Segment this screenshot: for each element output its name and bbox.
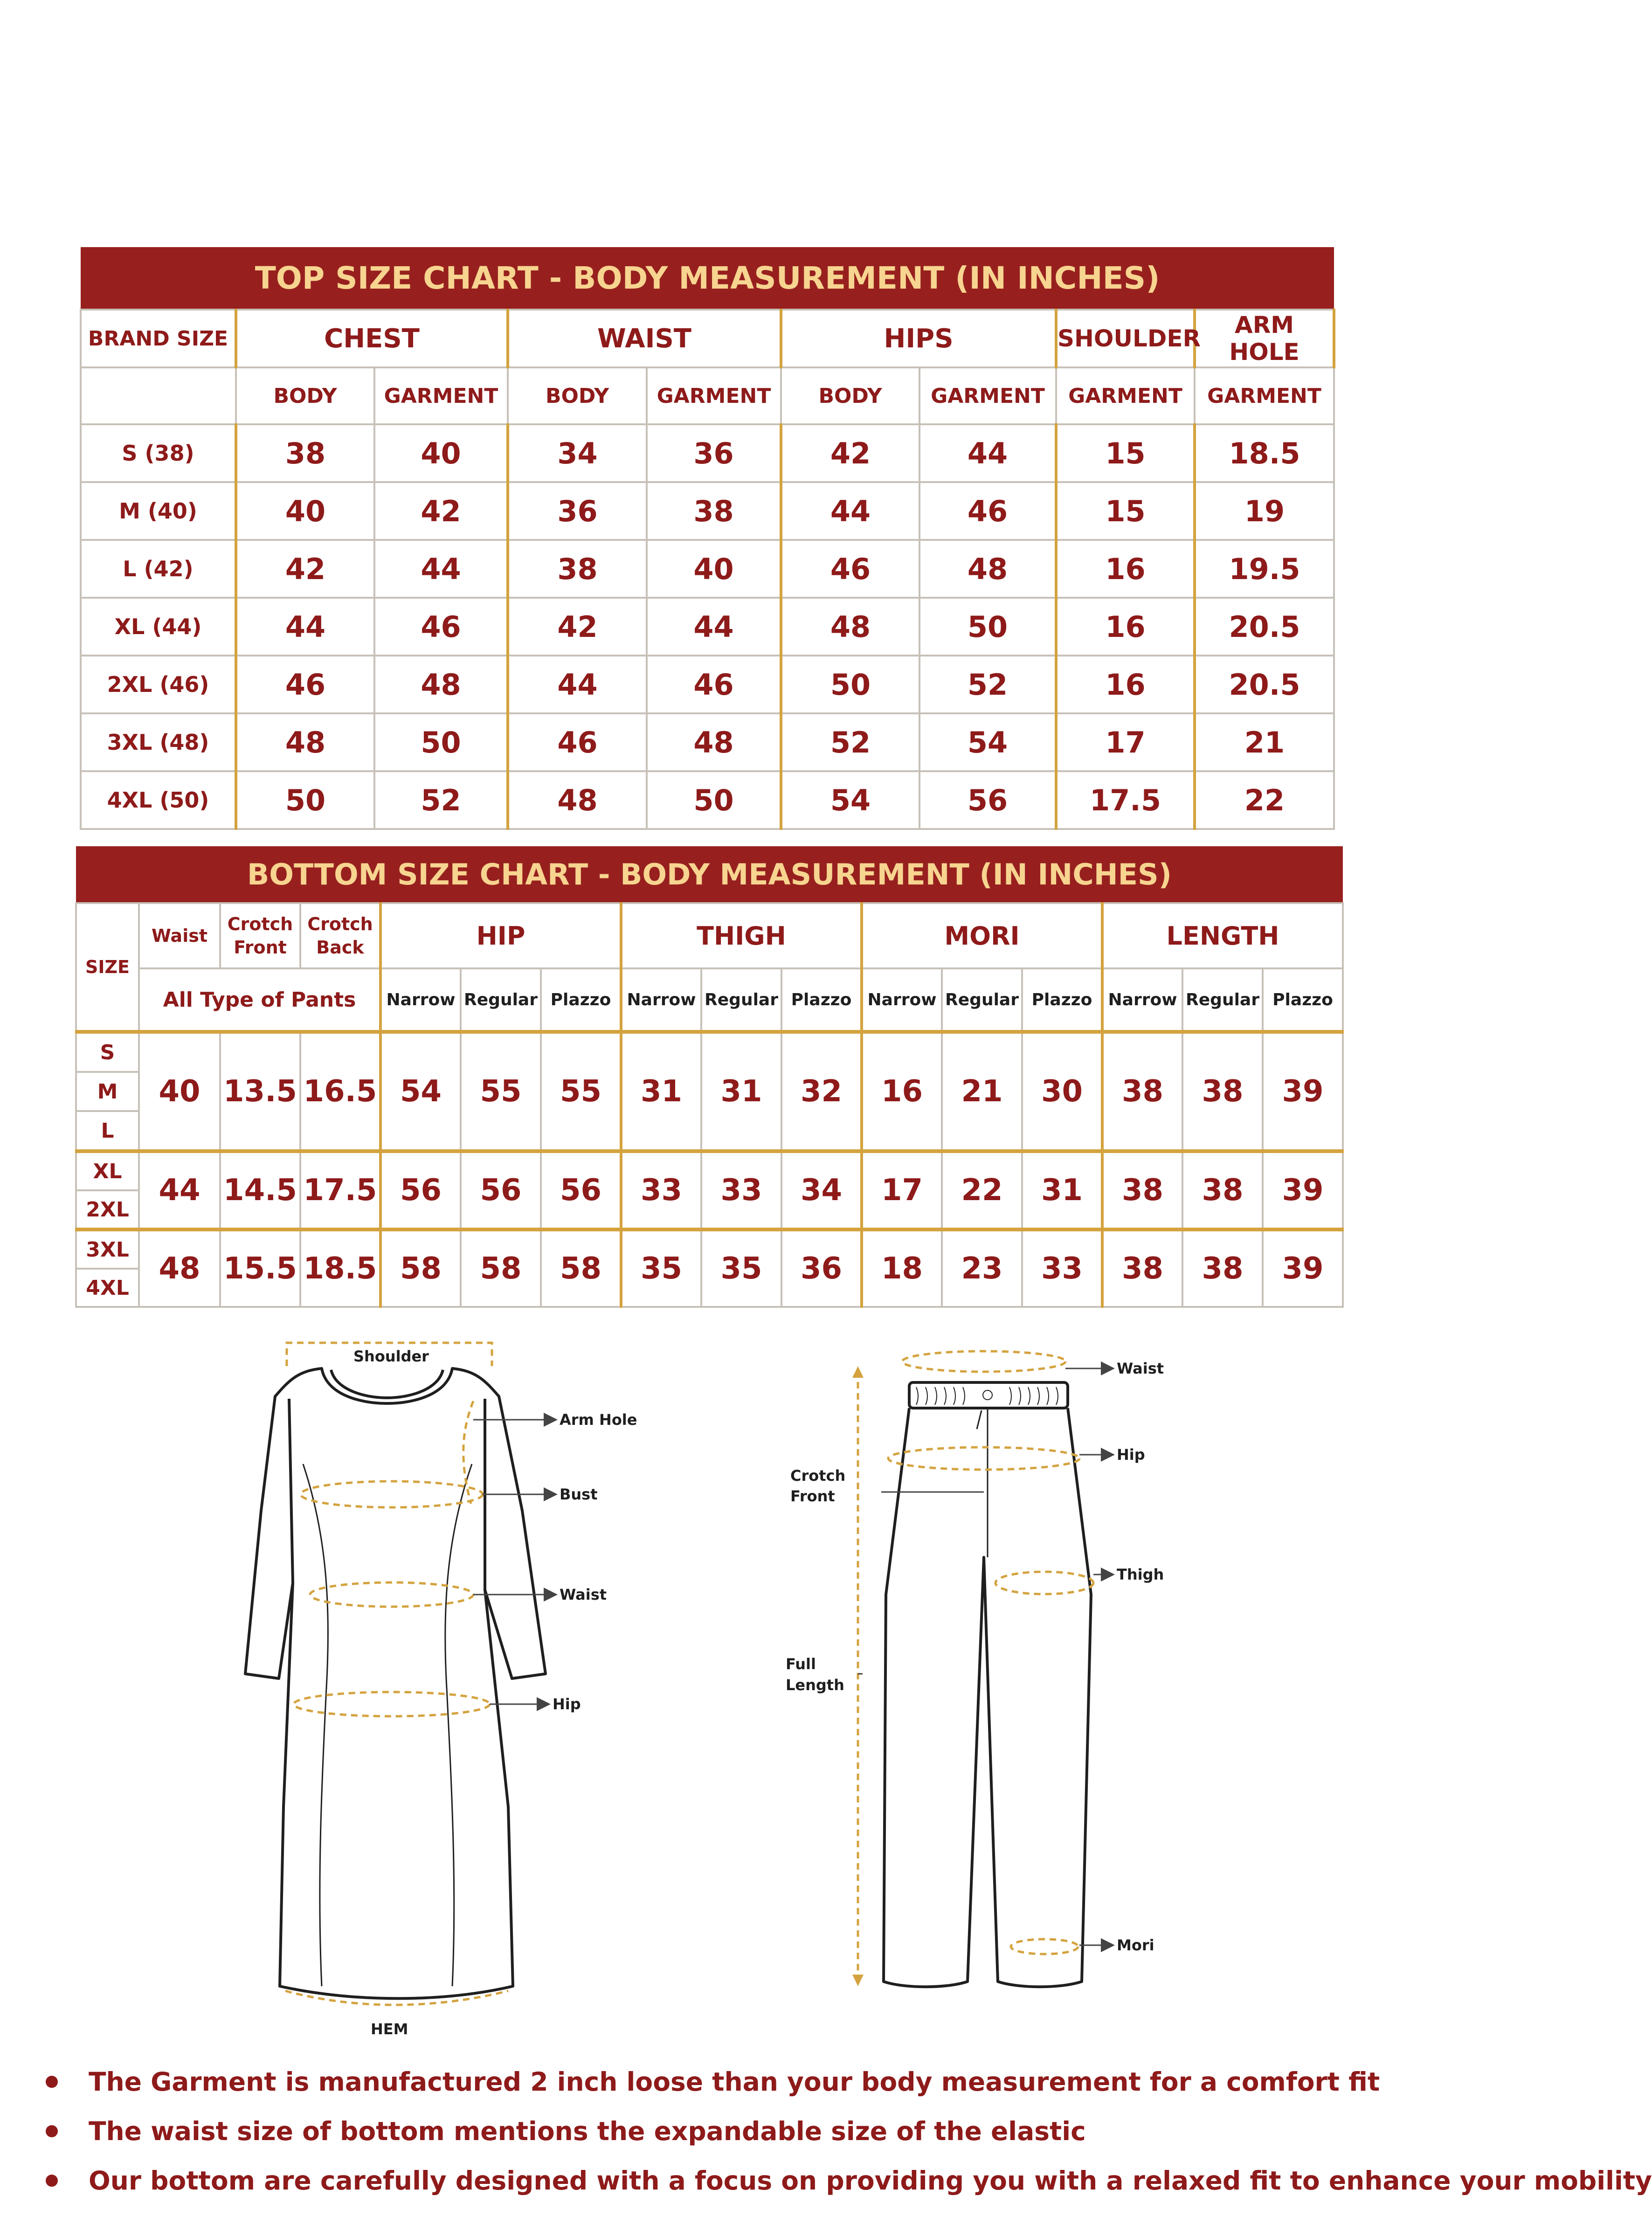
value-cell: 48 bbox=[139, 1230, 220, 1307]
mori-header: MORI bbox=[862, 903, 1102, 968]
value-cell: 46 bbox=[236, 656, 374, 713]
note-item bbox=[42, 2115, 1385, 2164]
value-cell: 40 bbox=[647, 540, 781, 598]
value-cell: 17.5 bbox=[1056, 771, 1195, 829]
value-cell: 46 bbox=[647, 656, 781, 713]
value-cell: 46 bbox=[781, 540, 919, 598]
value-cell: 18.5 bbox=[1195, 424, 1334, 482]
value-cell: 16 bbox=[862, 1032, 942, 1151]
bottom-chart-title: BOTTOM SIZE CHART - BODY MEASUREMENT (IN INCHES) bbox=[76, 846, 1343, 903]
value-cell: 50 bbox=[781, 656, 919, 713]
value-cell: 33 bbox=[701, 1151, 781, 1230]
subheader-chest-body: BODY bbox=[236, 367, 374, 424]
value-cell: 42 bbox=[781, 424, 919, 482]
value-cell: 13.5 bbox=[220, 1032, 300, 1151]
value-cell: 20.5 bbox=[1195, 598, 1334, 656]
length-label: Length bbox=[786, 1676, 844, 1694]
size-label: M bbox=[76, 1072, 139, 1111]
value-cell: 42 bbox=[508, 598, 647, 656]
value-cell: 44 bbox=[781, 482, 919, 540]
sub-mori-narrow: Narrow bbox=[862, 968, 942, 1032]
value-cell: 38 bbox=[236, 424, 374, 482]
measurement-diagrams bbox=[0, 1315, 1399, 2042]
subheader-waist-body: BODY bbox=[508, 367, 647, 424]
value-cell: 52 bbox=[919, 656, 1056, 713]
pants-measure-lines bbox=[888, 1351, 1093, 1954]
value-cell: 38 bbox=[508, 540, 647, 598]
size-cell: XL (44) bbox=[81, 598, 236, 656]
sub-mori-regular: Regular bbox=[942, 968, 1022, 1032]
value-cell: 44 bbox=[647, 598, 781, 656]
value-cell: 40 bbox=[236, 482, 374, 540]
kurta-measure-lines bbox=[285, 1343, 508, 2005]
value-cell: 30 bbox=[1022, 1032, 1102, 1151]
size-cell: 3XL (48) bbox=[81, 713, 236, 771]
value-cell: 40 bbox=[139, 1032, 220, 1151]
value-cell: 38 bbox=[1102, 1032, 1182, 1151]
value-cell: 21 bbox=[1195, 713, 1334, 771]
pants-hip-label: Hip bbox=[1117, 1446, 1145, 1464]
value-cell: 22 bbox=[942, 1151, 1022, 1230]
value-cell: 33 bbox=[621, 1151, 701, 1230]
value-cell: 42 bbox=[236, 540, 374, 598]
value-cell: 16 bbox=[1056, 540, 1195, 598]
value-cell: 44 bbox=[236, 598, 374, 656]
value-cell: 58 bbox=[541, 1230, 621, 1307]
subheader-waist-garment: GARMENT bbox=[647, 367, 781, 424]
value-cell: 58 bbox=[461, 1230, 541, 1307]
value-cell: 38 bbox=[1102, 1230, 1182, 1307]
top-size-chart bbox=[80, 247, 1335, 830]
value-cell: 23 bbox=[942, 1230, 1022, 1307]
value-cell: 46 bbox=[508, 713, 647, 771]
value-cell: 18.5 bbox=[300, 1230, 380, 1307]
value-cell: 39 bbox=[1263, 1151, 1343, 1230]
sub-length-regular: Regular bbox=[1182, 968, 1263, 1032]
value-cell: 16 bbox=[1056, 598, 1195, 656]
value-cell: 46 bbox=[374, 598, 508, 656]
waist-header: WAIST bbox=[508, 310, 781, 367]
hip-header: HIP bbox=[380, 903, 621, 968]
pants-waistband-ruching bbox=[916, 1387, 1058, 1405]
value-cell: 50 bbox=[647, 771, 781, 829]
hem-label: HEM bbox=[371, 2020, 408, 2038]
chest-header: CHEST bbox=[236, 310, 508, 367]
bottom-chart-row bbox=[76, 1151, 1343, 1190]
length-header: LENGTH bbox=[1102, 903, 1343, 968]
value-cell: 52 bbox=[374, 771, 508, 829]
value-cell: 48 bbox=[781, 598, 919, 656]
crotch-label: Crotch bbox=[790, 1467, 846, 1485]
value-cell: 44 bbox=[508, 656, 647, 713]
value-cell: 15.5 bbox=[220, 1230, 300, 1307]
value-cell: 36 bbox=[781, 1230, 862, 1307]
size-label: XL bbox=[76, 1151, 139, 1190]
value-cell: 15 bbox=[1056, 482, 1195, 540]
value-cell: 16.5 bbox=[300, 1032, 380, 1151]
value-cell: 19.5 bbox=[1195, 540, 1334, 598]
subheader-shoulder-garment: GARMENT bbox=[1056, 367, 1195, 424]
top-chart-row bbox=[81, 482, 1334, 540]
top-chart-row bbox=[81, 540, 1334, 598]
value-cell: 48 bbox=[508, 771, 647, 829]
note-item bbox=[42, 2164, 1652, 2214]
value-cell: 38 bbox=[1182, 1230, 1263, 1307]
size-cell: S (38) bbox=[81, 424, 236, 482]
crotch-front-header: Crotch Front bbox=[220, 903, 300, 968]
value-cell: 16 bbox=[1056, 656, 1195, 713]
sub-length-plazzo: Plazzo bbox=[1263, 968, 1343, 1032]
sub-hip-regular: Regular bbox=[461, 968, 541, 1032]
mori-label: Mori bbox=[1117, 1936, 1154, 1954]
waist-header: Waist bbox=[139, 903, 220, 968]
note-text: The waist size of bottom mentions the expandable size of the elastic bbox=[89, 2116, 1086, 2146]
value-cell: 50 bbox=[374, 713, 508, 771]
size-header: SIZE bbox=[76, 903, 139, 1032]
bust-label: Bust bbox=[560, 1485, 598, 1503]
value-cell: 56 bbox=[919, 771, 1056, 829]
size-cell: L (42) bbox=[81, 540, 236, 598]
bottom-chart-row bbox=[76, 1032, 1343, 1072]
value-cell: 15 bbox=[1056, 424, 1195, 482]
value-cell: 39 bbox=[1263, 1230, 1343, 1307]
top-chart-title: TOP SIZE CHART - BODY MEASUREMENT (IN INCHES) bbox=[81, 247, 1334, 310]
arm-hole-header: ARM HOLE bbox=[1195, 310, 1334, 367]
value-cell: 48 bbox=[919, 540, 1056, 598]
sub-thigh-regular: Regular bbox=[701, 968, 781, 1032]
value-cell: 35 bbox=[701, 1230, 781, 1307]
value-cell: 35 bbox=[621, 1230, 701, 1307]
value-cell: 54 bbox=[781, 771, 919, 829]
value-cell: 14.5 bbox=[220, 1151, 300, 1230]
value-cell: 22 bbox=[1195, 771, 1334, 829]
sub-thigh-narrow: Narrow bbox=[621, 968, 701, 1032]
value-cell: 31 bbox=[701, 1032, 781, 1151]
thigh-header: THIGH bbox=[621, 903, 862, 968]
value-cell: 38 bbox=[1182, 1151, 1263, 1230]
value-cell: 34 bbox=[508, 424, 647, 482]
value-cell: 55 bbox=[461, 1032, 541, 1151]
hip-label: Hip bbox=[553, 1695, 581, 1713]
value-cell: 38 bbox=[1182, 1032, 1263, 1151]
value-cell: 50 bbox=[236, 771, 374, 829]
bullet-icon bbox=[46, 2175, 58, 2187]
subheader-armhole-garment: GARMENT bbox=[1195, 367, 1334, 424]
size-label: 4XL bbox=[76, 1269, 139, 1307]
subheader-chest-garment: GARMENT bbox=[374, 367, 508, 424]
value-cell: 54 bbox=[919, 713, 1056, 771]
bullet-icon bbox=[46, 2125, 58, 2137]
kurta-diagram bbox=[245, 1368, 546, 1998]
bottom-size-chart bbox=[75, 846, 1344, 1308]
crotch-back-header: Crotch Back bbox=[300, 903, 380, 968]
size-label: 3XL bbox=[76, 1230, 139, 1269]
size-label: 2XL bbox=[76, 1190, 139, 1230]
top-chart-row bbox=[81, 713, 1334, 771]
value-cell: 56 bbox=[461, 1151, 541, 1230]
size-label: L bbox=[76, 1111, 139, 1151]
top-chart-row bbox=[81, 771, 1334, 829]
value-cell: 42 bbox=[374, 482, 508, 540]
size-label: S bbox=[76, 1032, 139, 1072]
size-cell: 2XL (46) bbox=[81, 656, 236, 713]
subheader-hips-body: BODY bbox=[781, 367, 919, 424]
value-cell: 21 bbox=[942, 1032, 1022, 1151]
value-cell: 48 bbox=[374, 656, 508, 713]
sub-hip-plazzo: Plazzo bbox=[541, 968, 621, 1032]
crotch-front-label: Front bbox=[790, 1487, 835, 1505]
all-pants-label: All Type of Pants bbox=[139, 968, 380, 1032]
sub-thigh-plazzo: Plazzo bbox=[781, 968, 862, 1032]
pants-diagram bbox=[884, 1382, 1091, 1987]
value-cell: 34 bbox=[781, 1151, 862, 1230]
value-cell: 52 bbox=[781, 713, 919, 771]
bullet-icon bbox=[46, 2076, 58, 2088]
subheader-blank bbox=[81, 367, 236, 424]
value-cell: 17 bbox=[1056, 713, 1195, 771]
value-cell: 58 bbox=[380, 1230, 461, 1307]
value-cell: 17 bbox=[862, 1151, 942, 1230]
sub-length-narrow: Narrow bbox=[1102, 968, 1182, 1032]
top-chart-row bbox=[81, 598, 1334, 656]
subheader-hips-garment: GARMENT bbox=[919, 367, 1056, 424]
sub-hip-narrow: Narrow bbox=[380, 968, 461, 1032]
value-cell: 54 bbox=[380, 1032, 461, 1151]
value-cell: 55 bbox=[541, 1032, 621, 1151]
size-cell: 4XL (50) bbox=[81, 771, 236, 829]
hips-header: HIPS bbox=[781, 310, 1056, 367]
shoulder-header: SHOULDER bbox=[1056, 310, 1195, 367]
value-cell: 31 bbox=[621, 1032, 701, 1151]
arm-hole-label: Arm Hole bbox=[560, 1411, 637, 1429]
value-cell: 44 bbox=[374, 540, 508, 598]
notes-list bbox=[42, 2065, 1652, 2214]
value-cell: 56 bbox=[541, 1151, 621, 1230]
note-item bbox=[42, 2065, 1385, 2115]
waist-label: Waist bbox=[560, 1586, 607, 1603]
value-cell: 36 bbox=[647, 424, 781, 482]
note-text: The Garment is manufactured 2 inch loose than your body measurement for a comfort fit bbox=[89, 2067, 1380, 2097]
value-cell: 48 bbox=[236, 713, 374, 771]
value-cell: 32 bbox=[781, 1032, 862, 1151]
value-cell: 19 bbox=[1195, 482, 1334, 540]
shoulder-label: Shoulder bbox=[353, 1347, 429, 1365]
brand-size-header: BRAND SIZE bbox=[81, 310, 236, 367]
value-cell: 33 bbox=[1022, 1230, 1102, 1307]
value-cell: 18 bbox=[862, 1230, 942, 1307]
top-chart-row bbox=[81, 424, 1334, 482]
full-label: Full bbox=[786, 1655, 816, 1673]
value-cell: 48 bbox=[647, 713, 781, 771]
value-cell: 31 bbox=[1022, 1151, 1102, 1230]
value-cell: 39 bbox=[1263, 1032, 1343, 1151]
value-cell: 40 bbox=[374, 424, 508, 482]
top-chart-row bbox=[81, 656, 1334, 713]
note-text: Our bottom are carefully designed with a focus on providing you with a relaxed fit to enhance your mobility bbox=[89, 2166, 1652, 2196]
value-cell: 50 bbox=[919, 598, 1056, 656]
value-cell: 44 bbox=[919, 424, 1056, 482]
pants-waist-label: Waist bbox=[1117, 1360, 1164, 1377]
value-cell: 17.5 bbox=[300, 1151, 380, 1230]
thigh-label: Thigh bbox=[1117, 1566, 1164, 1583]
value-cell: 36 bbox=[508, 482, 647, 540]
size-cell: M (40) bbox=[81, 482, 236, 540]
value-cell: 46 bbox=[919, 482, 1056, 540]
bottom-chart-row bbox=[76, 1230, 1343, 1269]
value-cell: 38 bbox=[1102, 1151, 1182, 1230]
value-cell: 56 bbox=[380, 1151, 461, 1230]
sub-mori-plazzo: Plazzo bbox=[1022, 968, 1102, 1032]
value-cell: 44 bbox=[139, 1151, 220, 1230]
value-cell: 38 bbox=[647, 482, 781, 540]
value-cell: 20.5 bbox=[1195, 656, 1334, 713]
